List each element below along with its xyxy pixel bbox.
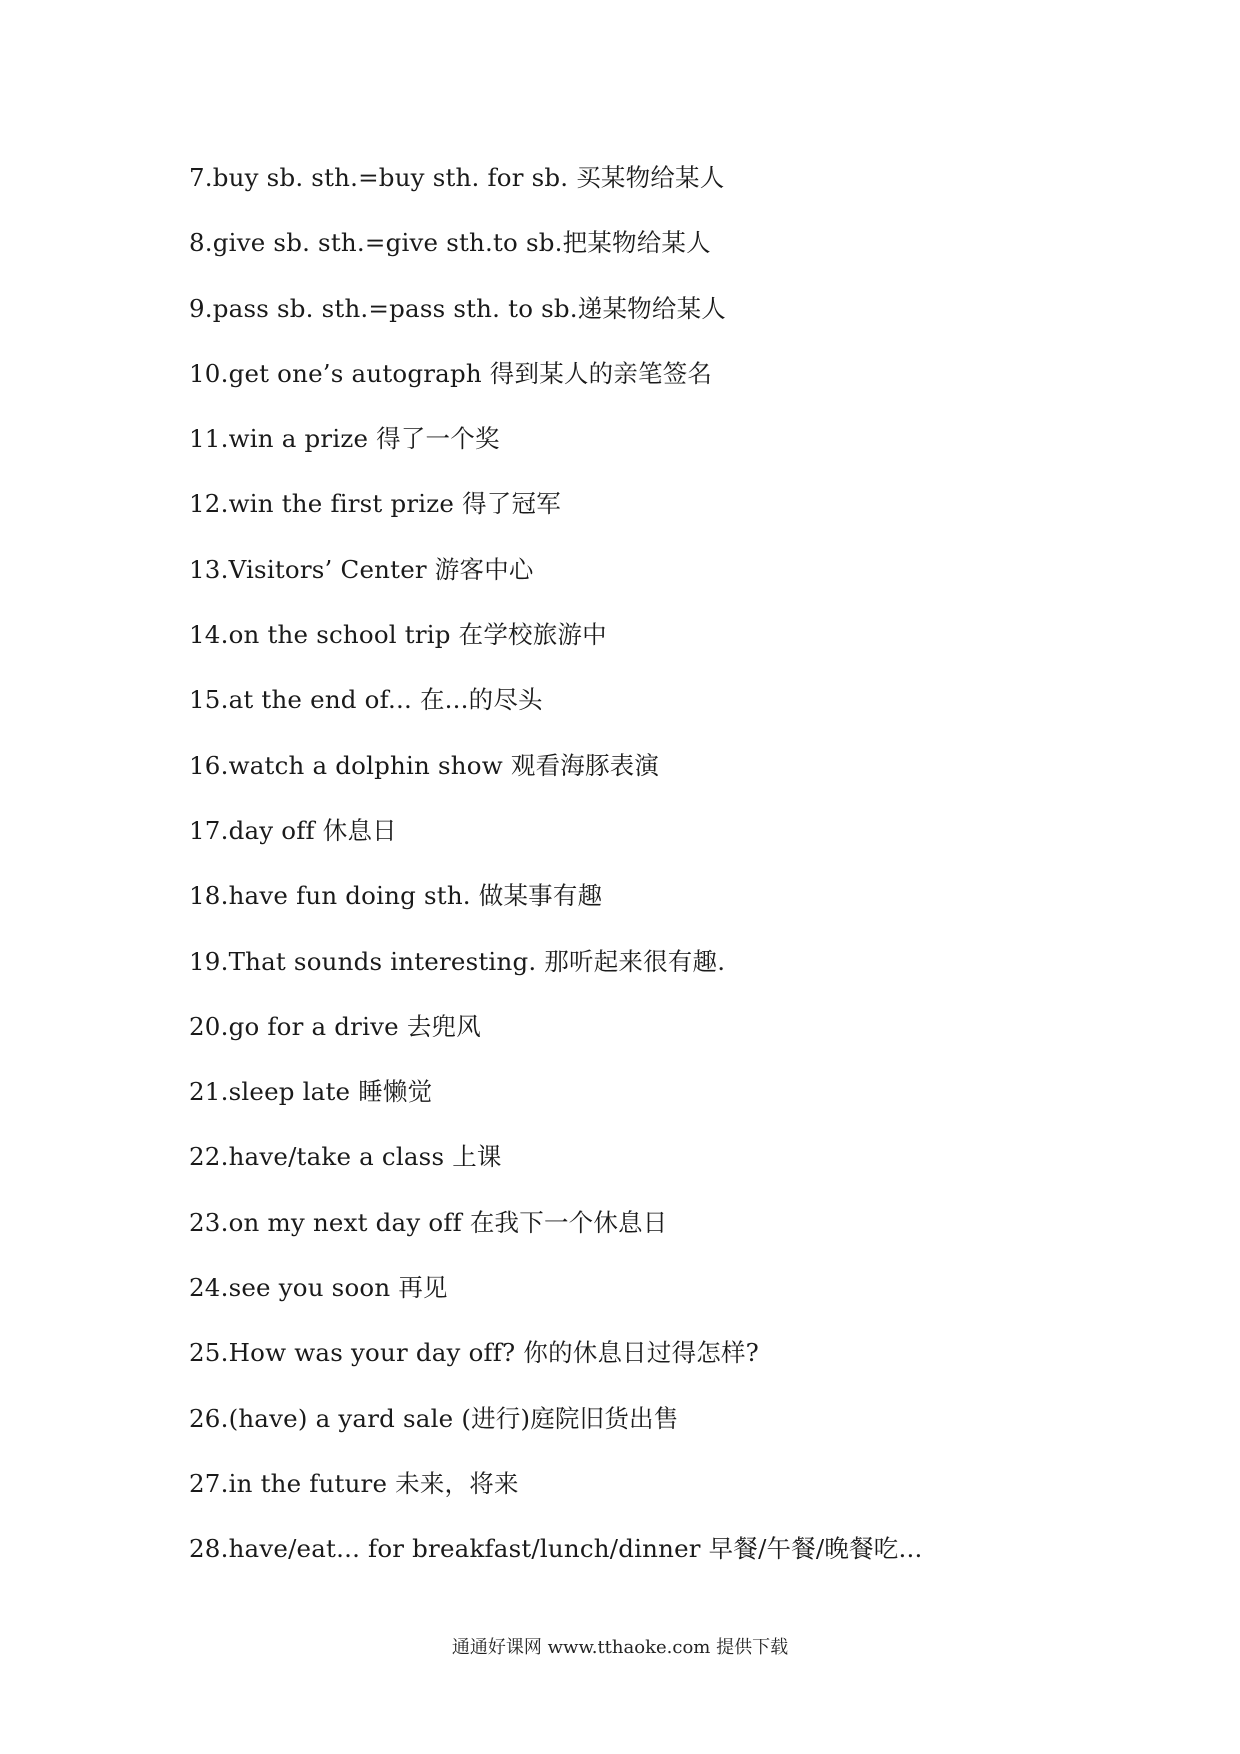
list-item: 28.have/eat... for breakfast/lunch/dinner 早餐/午餐/晚餐吃...	[189, 1534, 923, 1564]
list-item: 26.(have) a yard sale (进行)庭院旧货出售	[189, 1403, 679, 1433]
list-item: 23.on my next day off 在我下一个休息日	[189, 1207, 668, 1237]
list-item: 17.day off 休息日	[189, 815, 397, 845]
list-item: 20.go for a drive 去兜风	[189, 1011, 481, 1041]
phrase-list	[189, 160, 922, 1597]
list-item: 7.buy sb. sth.=buy sth. for sb. 买某物给某人	[189, 163, 725, 192]
list-item: 15.at the end of... 在...的尽头	[189, 685, 543, 715]
page-footer: 通通好课网 www.tthaoke.com 提供下载	[451, 1637, 789, 1658]
list-item: 24.see you soon 再见	[189, 1273, 448, 1303]
list-item: 13.Visitors’ Center 游客中心	[189, 554, 534, 584]
list-item: 12.win the first prize 得了冠军	[189, 489, 561, 519]
list-item: 16.watch a dolphin show 观看海豚表演	[189, 750, 660, 780]
list-item: 19.That sounds interesting. 那听起来很有趣.	[189, 946, 726, 976]
list-item: 10.get one’s autograph 得到某人的亲笔签名	[189, 358, 713, 388]
list-item: 9.pass sb. sth.=pass sth. to sb.递某物给某人	[189, 293, 726, 323]
list-item: 14.on the school trip 在学校旅游中	[189, 620, 607, 650]
list-item: 21.sleep late 睡懒觉	[189, 1077, 433, 1107]
list-item: 18.have fun doing sth. 做某事有趣	[189, 881, 603, 911]
list-item: 27.in the future 未来，将来	[189, 1468, 519, 1498]
list-item: 8.give sb. sth.=give sth.to sb.把某物给某人	[189, 228, 711, 258]
list-item: 22.have/take a class 上课	[189, 1142, 502, 1172]
list-item: 25.How was your day off? 你的休息日过得怎样?	[189, 1338, 760, 1368]
list-item: 11.win a prize 得了一个奖	[189, 424, 500, 454]
